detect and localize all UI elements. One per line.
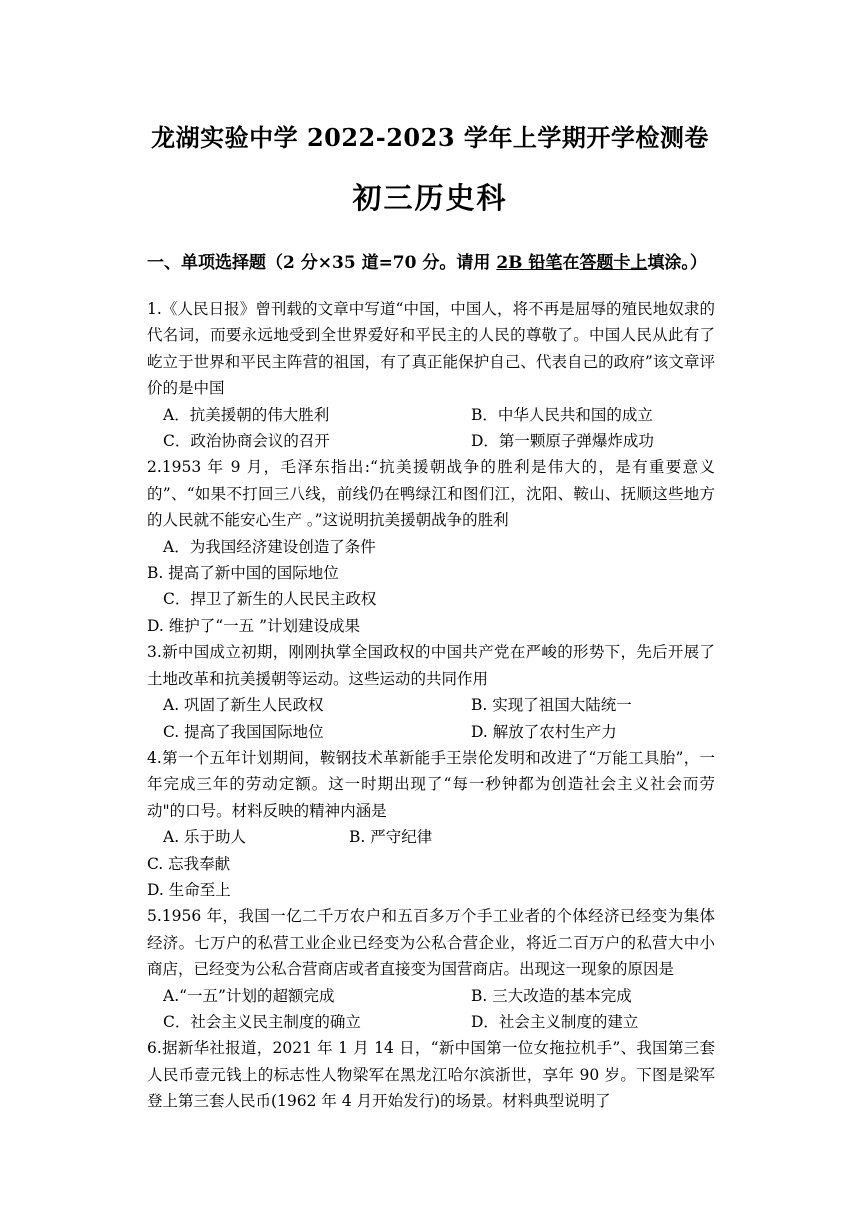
option-c: C. 忘我奉献: [147, 854, 231, 873]
question-6: [147, 1035, 715, 1114]
section-heading-prefix: 一、单项选择题（2 分×35 道=70 分。请用: [147, 253, 497, 273]
page-title: 龙湖实验中学 2022-2023 学年上学期开学检测卷: [151, 123, 709, 152]
option-group: [147, 402, 715, 455]
question-stem: 4.第一个五年计划期间，鞍钢技术革新能手王崇伦发明和改进了“万能工具胎”，一年完成三年的劳动定额。这一时期出现了“每一秒钟都为创造社会主义社会而劳动"的口号。材料反映的精神内涵是: [147, 748, 715, 820]
option-d: D. 生命至上: [147, 880, 231, 899]
question-list: [147, 296, 715, 1115]
section-heading-pencil: 2B 铅笔: [496, 253, 563, 273]
option-a: A. 巩固了新生人民政权: [163, 696, 324, 715]
option-b: B. 实现了祖国大陆统一: [471, 696, 632, 715]
option-c: C．社会主义民主制度的确立: [163, 1012, 361, 1031]
question-2: [147, 454, 715, 639]
option-a: A．抗美援朝的伟大胜利: [163, 405, 330, 424]
option-d: D．第一颗原子弹爆炸成功: [471, 432, 654, 451]
question-1: [147, 296, 715, 454]
question-stem: 5.1956 年，我国一亿二千万农户和五百多万个手工业者的个体经济已经变为集体经济。七万户的私营工业企业已经变为公私合营企业，将近二百万户的私营大中小商店，已经变为公私合营商店或者直接变为国营商店。出现这一现象的原因是: [147, 907, 715, 979]
page-subtitle: 初三历史科: [352, 181, 508, 215]
option-a: A.“一五”计划的超额完成: [163, 986, 335, 1005]
option-b: B．中华人民共和国的成立: [471, 405, 653, 424]
option-group: [147, 534, 715, 640]
option-a: A．为我国经济建设创造了条件: [163, 537, 376, 556]
option-group: [147, 824, 715, 903]
option-b: B. 提高了新中国的国际地位: [147, 564, 339, 583]
option-d: D. 解放了农村生产力: [471, 722, 617, 741]
section-heading-suffix: 填涂。）: [647, 253, 707, 273]
section-heading-answer-card: 答题卡上: [579, 253, 648, 273]
option-b: B. 三大改造的基本完成: [471, 986, 632, 1005]
question-5: [147, 903, 715, 1035]
question-stem: 6.据新华社报道，2021 年 1 月 14 日，“新中国第一位女拖拉机手”、我国第三套人民币壹元钱上的标志性人物梁军在黑龙江哈尔滨浙世，享年 90 岁。下图是梁军登上第三套人民币(1962 年 4 月开始发行)的场景。材料典型说明了: [147, 1039, 715, 1111]
option-c: C．政治协商会议的召开: [163, 432, 330, 451]
section-heading-mid: 在: [562, 253, 580, 273]
question-stem: 3.新中国成立初期，刚刚执掌全国政权的中国共产党在严峻的形势下，先后开展了土地改革和抗美援朝等运动。这些运动的共同作用: [147, 643, 715, 688]
option-c: C．捍卫了新生的人民民主政权: [163, 590, 377, 609]
section-heading: [147, 248, 707, 273]
question-4: [147, 745, 715, 903]
option-d: D. 维护了“一五 ”计划建设成果: [147, 616, 361, 635]
option-c: C. 提高了我国国际地位: [163, 722, 324, 741]
option-b: B. 严守纪律: [349, 828, 433, 847]
question-stem: 1.《人民日报》曾刊载的文章中写道“中国，中国人，将不再是屈辱的殖民地奴隶的代名词，而要永远地受到全世界爱好和平民主的人民的尊敬了。中国人民从此有了屹立于世界和平民主阵营的祖国，有了真正能保护自己、代表自己的政府”该文章评价的是中国: [147, 300, 715, 398]
option-group: [147, 692, 715, 745]
question-3: [147, 639, 715, 745]
option-d: D．社会主义制度的建立: [471, 1012, 639, 1031]
option-a: A. 乐于助人: [163, 828, 247, 847]
question-stem: 2.1953 年 9 月，毛泽东指出:“抗美援朝战争的胜利是伟大的，是有重要意义的”、“如果不打回三八线，前线仍在鸭绿江和图们江，沈阳、鞍山、抚顺这些地方的人民就不能安心生产 。”这说明抗美援朝战争的胜利: [147, 458, 715, 530]
option-group: [147, 983, 715, 1036]
